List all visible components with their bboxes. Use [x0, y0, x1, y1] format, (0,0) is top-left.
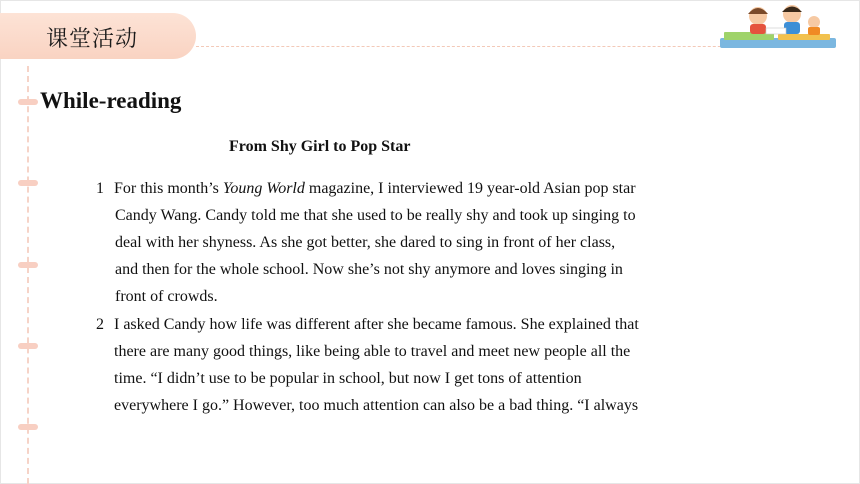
paragraph-line: and then for the whole school. Now she’s not shy anymore and loves singing in	[115, 261, 623, 278]
paragraph-line: there are many good things, like being able to travel and meet new people all the	[114, 343, 631, 360]
paragraph-line: everywhere I go.” However, too much attention can also be a bad thing. “I always	[114, 397, 639, 414]
magazine-name: Young World	[222, 180, 305, 197]
paragraph-1	[96, 175, 636, 310]
article-title: From Shy Girl to Pop Star	[229, 138, 411, 155]
paragraph-line: front of crowds.	[115, 288, 218, 305]
paragraph-line: time. “I didn’t use to be popular in school, but now I get tons of attention	[114, 370, 582, 387]
paragraph-number: 2	[96, 316, 104, 333]
rail-dot	[18, 180, 38, 186]
paragraph-2-first-line	[96, 311, 639, 338]
paragraph-text: For this month’s	[114, 180, 223, 197]
kids-reading-illustration-icon	[718, 2, 838, 52]
paragraph-number: 1	[96, 180, 104, 197]
header-divider	[196, 46, 776, 47]
rail-dot	[18, 424, 38, 430]
decorative-dashed-rail	[27, 66, 29, 484]
rail-dot	[18, 262, 38, 268]
section-heading: While-reading	[40, 88, 182, 113]
paragraph-text: I asked Candy how life was different after she became famous. She explained that	[114, 316, 639, 333]
paragraph-line: deal with her shyness. As she got better, she dared to sing in front of her class,	[115, 234, 616, 251]
header-title: 课堂活动	[46, 27, 139, 52]
rail-dot	[18, 99, 38, 105]
rail-dot	[18, 343, 38, 349]
paragraph-1-first-line	[96, 175, 636, 202]
paragraph-text: magazine, I interviewed 19 year-old Asian pop star	[304, 180, 636, 197]
paragraph-line: Candy Wang. Candy told me that she used to be really shy and took up singing to	[115, 207, 636, 224]
paragraph-2	[96, 311, 639, 419]
